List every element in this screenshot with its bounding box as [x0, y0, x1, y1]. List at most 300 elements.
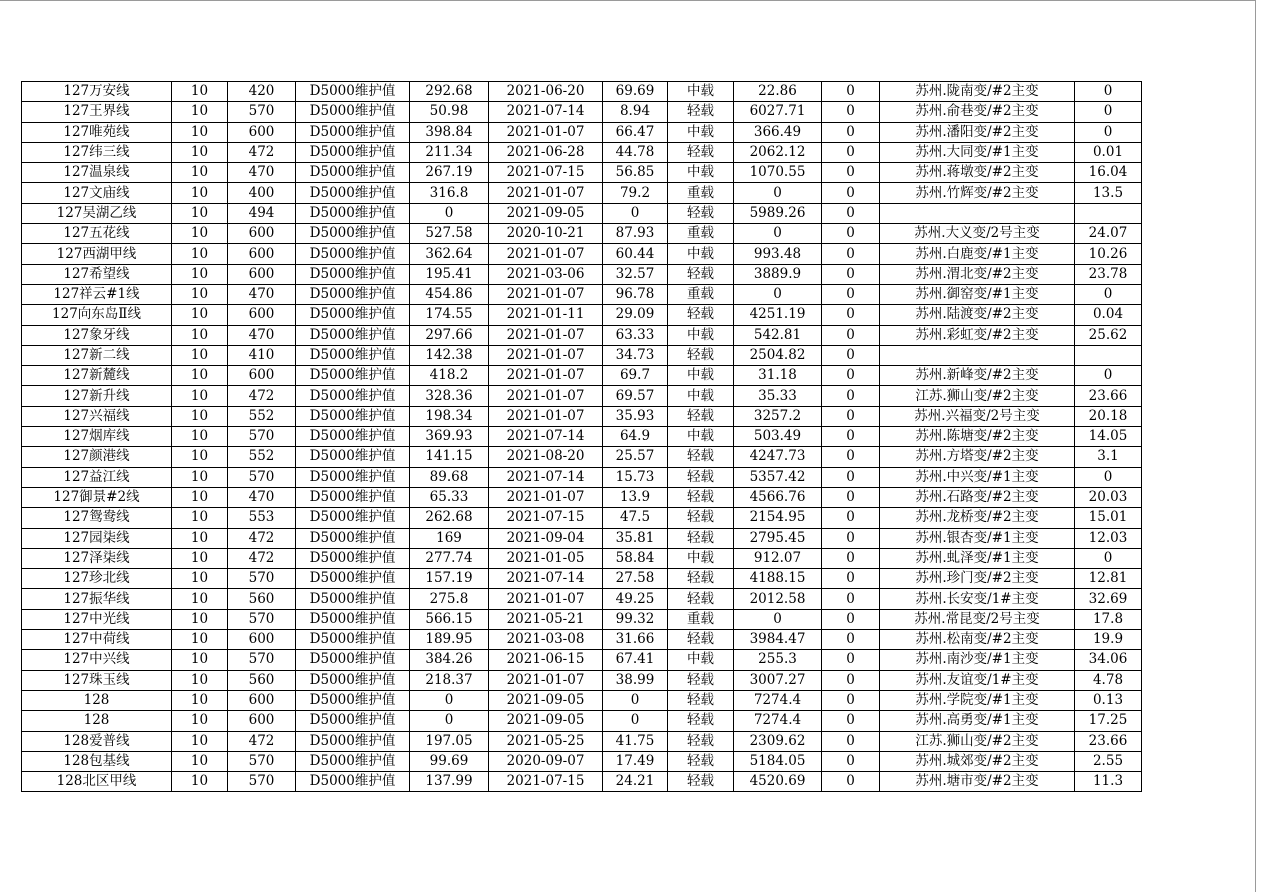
- line-name-cell: 128包基线: [22, 751, 172, 771]
- date-cell: 2021-01-07: [489, 244, 603, 264]
- load-rate-cell: 60.44: [603, 244, 668, 264]
- transformer-cell: 苏州.兴福变/2号主变: [880, 406, 1075, 426]
- date-cell: 2021-09-05: [489, 690, 603, 710]
- table-row: [22, 609, 1142, 629]
- load-status-cell: 轻载: [668, 589, 734, 609]
- overload-count-cell: 0: [822, 305, 880, 325]
- source-cell: D5000维护值: [296, 122, 410, 142]
- load-rate-cell: 63.33: [603, 325, 668, 345]
- transformer-cell: 江苏.狮山变/#2主变: [880, 731, 1075, 751]
- voltage-cell: 10: [172, 305, 228, 325]
- margin-cell: 4251.19: [734, 305, 822, 325]
- source-cell: D5000维护值: [296, 630, 410, 650]
- transformer-rate-cell: 0: [1075, 548, 1142, 568]
- load-rate-cell: 69.7: [603, 366, 668, 386]
- margin-cell: 912.07: [734, 548, 822, 568]
- overload-count-cell: 0: [822, 751, 880, 771]
- transformer-cell: 苏州.学院变/#1主变: [880, 690, 1075, 710]
- max-current-cell: 454.86: [410, 284, 489, 304]
- voltage-cell: 10: [172, 203, 228, 223]
- rated-current-cell: 470: [228, 487, 296, 507]
- overload-count-cell: 0: [822, 82, 880, 102]
- max-current-cell: 275.8: [410, 589, 489, 609]
- load-status-cell: 重载: [668, 284, 734, 304]
- load-rate-cell: 27.58: [603, 569, 668, 589]
- transformer-cell: 苏州.常昆变/2号主变: [880, 609, 1075, 629]
- date-cell: 2021-07-14: [489, 467, 603, 487]
- transformer-cell: 苏州.陇南变/#2主变: [880, 82, 1075, 102]
- table-row: [22, 163, 1142, 183]
- voltage-cell: 10: [172, 264, 228, 284]
- table-row: [22, 772, 1142, 792]
- rated-current-cell: 470: [228, 284, 296, 304]
- line-name-cell: 127园柒线: [22, 528, 172, 548]
- voltage-cell: 10: [172, 183, 228, 203]
- transformer-rate-cell: 32.69: [1075, 589, 1142, 609]
- load-status-cell: 重载: [668, 224, 734, 244]
- load-status-cell: 轻载: [668, 447, 734, 467]
- rated-current-cell: 570: [228, 609, 296, 629]
- margin-cell: 0: [734, 183, 822, 203]
- transformer-cell: 苏州.石路变/#2主变: [880, 487, 1075, 507]
- date-cell: 2021-01-07: [489, 345, 603, 365]
- margin-cell: 5357.42: [734, 467, 822, 487]
- margin-cell: 31.18: [734, 366, 822, 386]
- load-rate-cell: 35.93: [603, 406, 668, 426]
- max-current-cell: 157.19: [410, 569, 489, 589]
- transformer-rate-cell: 17.8: [1075, 609, 1142, 629]
- margin-cell: 7274.4: [734, 711, 822, 731]
- voltage-cell: 10: [172, 508, 228, 528]
- margin-cell: 2504.82: [734, 345, 822, 365]
- margin-cell: 255.3: [734, 650, 822, 670]
- transformer-cell: 苏州.方塔变/#2主变: [880, 447, 1075, 467]
- load-rate-cell: 8.94: [603, 102, 668, 122]
- source-cell: D5000维护值: [296, 731, 410, 751]
- table-row: [22, 142, 1142, 162]
- transformer-cell: 苏州.俞巷变/#2主变: [880, 102, 1075, 122]
- voltage-cell: 10: [172, 325, 228, 345]
- rated-current-cell: 600: [228, 264, 296, 284]
- transformer-cell: 苏州.蒋墩变/#2主变: [880, 163, 1075, 183]
- load-rate-cell: 64.9: [603, 427, 668, 447]
- rated-current-cell: 410: [228, 345, 296, 365]
- max-current-cell: 0: [410, 711, 489, 731]
- load-status-cell: 轻载: [668, 406, 734, 426]
- load-status-cell: 中载: [668, 82, 734, 102]
- source-cell: D5000维护值: [296, 751, 410, 771]
- table-row: [22, 508, 1142, 528]
- max-current-cell: 418.2: [410, 366, 489, 386]
- rated-current-cell: 570: [228, 751, 296, 771]
- load-status-cell: 轻载: [668, 528, 734, 548]
- transformer-rate-cell: 0: [1075, 366, 1142, 386]
- date-cell: 2021-06-20: [489, 82, 603, 102]
- transformer-rate-cell: 23.78: [1075, 264, 1142, 284]
- source-cell: D5000维护值: [296, 82, 410, 102]
- line-name-cell: 127烟库线: [22, 427, 172, 447]
- date-cell: 2021-01-07: [489, 670, 603, 690]
- margin-cell: 22.86: [734, 82, 822, 102]
- overload-count-cell: 0: [822, 508, 880, 528]
- voltage-cell: 10: [172, 82, 228, 102]
- line-name-cell: 127温泉线: [22, 163, 172, 183]
- transformer-cell: 江苏.狮山变/#2主变: [880, 386, 1075, 406]
- transformer-cell: 苏州.竹辉变/#2主变: [880, 183, 1075, 203]
- source-cell: D5000维护值: [296, 183, 410, 203]
- overload-count-cell: 0: [822, 650, 880, 670]
- voltage-cell: 10: [172, 670, 228, 690]
- margin-cell: 4566.76: [734, 487, 822, 507]
- source-cell: D5000维护值: [296, 163, 410, 183]
- transformer-cell: 苏州.龙桥变/#2主变: [880, 508, 1075, 528]
- voltage-cell: 10: [172, 690, 228, 710]
- table-row: [22, 386, 1142, 406]
- transformer-rate-cell: 13.5: [1075, 183, 1142, 203]
- load-rate-cell: 66.47: [603, 122, 668, 142]
- load-status-cell: 轻载: [668, 508, 734, 528]
- date-cell: 2021-07-15: [489, 508, 603, 528]
- load-status-cell: 中载: [668, 427, 734, 447]
- load-rate-cell: 87.93: [603, 224, 668, 244]
- table-row: [22, 467, 1142, 487]
- load-rate-cell: 34.73: [603, 345, 668, 365]
- overload-count-cell: 0: [822, 427, 880, 447]
- source-cell: D5000维护值: [296, 650, 410, 670]
- date-cell: 2021-08-20: [489, 447, 603, 467]
- date-cell: 2021-01-05: [489, 548, 603, 568]
- overload-count-cell: 0: [822, 630, 880, 650]
- margin-cell: 3257.2: [734, 406, 822, 426]
- table-row: [22, 305, 1142, 325]
- table-row: [22, 82, 1142, 102]
- table-row: [22, 203, 1142, 223]
- source-cell: D5000维护值: [296, 406, 410, 426]
- transformer-cell: 苏州.高勇变/#1主变: [880, 711, 1075, 731]
- rated-current-cell: 570: [228, 102, 296, 122]
- max-current-cell: 566.15: [410, 609, 489, 629]
- load-rate-cell: 79.2: [603, 183, 668, 203]
- load-status-cell: 轻载: [668, 711, 734, 731]
- rated-current-cell: 553: [228, 508, 296, 528]
- source-cell: D5000维护值: [296, 102, 410, 122]
- margin-cell: 7274.4: [734, 690, 822, 710]
- transformer-rate-cell: 0.13: [1075, 690, 1142, 710]
- line-name-cell: 128: [22, 711, 172, 731]
- date-cell: 2021-03-06: [489, 264, 603, 284]
- date-cell: 2021-01-07: [489, 366, 603, 386]
- transformer-cell: 苏州.珍门变/#2主变: [880, 569, 1075, 589]
- max-current-cell: 262.68: [410, 508, 489, 528]
- overload-count-cell: 0: [822, 203, 880, 223]
- overload-count-cell: 0: [822, 690, 880, 710]
- table-row: [22, 690, 1142, 710]
- transformer-cell: 苏州.白鹿变/#1主变: [880, 244, 1075, 264]
- overload-count-cell: 0: [822, 528, 880, 548]
- line-name-cell: 127珍北线: [22, 569, 172, 589]
- line-name-cell: 127万安线: [22, 82, 172, 102]
- line-name-cell: 127王界线: [22, 102, 172, 122]
- load-rate-cell: 58.84: [603, 548, 668, 568]
- transformer-rate-cell: 0: [1075, 467, 1142, 487]
- load-status-cell: 重载: [668, 609, 734, 629]
- table-row: [22, 183, 1142, 203]
- overload-count-cell: 0: [822, 548, 880, 568]
- date-cell: 2021-01-07: [489, 325, 603, 345]
- max-current-cell: 141.15: [410, 447, 489, 467]
- source-cell: D5000维护值: [296, 467, 410, 487]
- date-cell: 2021-06-28: [489, 142, 603, 162]
- line-name-cell: 127御景#2线: [22, 487, 172, 507]
- max-current-cell: 292.68: [410, 82, 489, 102]
- transformer-rate-cell: 34.06: [1075, 650, 1142, 670]
- line-name-cell: 127希望线: [22, 264, 172, 284]
- rated-current-cell: 600: [228, 366, 296, 386]
- transformer-rate-cell: 12.03: [1075, 528, 1142, 548]
- date-cell: 2021-01-07: [489, 122, 603, 142]
- date-cell: 2021-07-14: [489, 569, 603, 589]
- load-status-cell: 中载: [668, 163, 734, 183]
- load-status-cell: 中载: [668, 122, 734, 142]
- line-name-cell: 127吴湖乙线: [22, 203, 172, 223]
- overload-count-cell: 0: [822, 264, 880, 284]
- table-row: [22, 447, 1142, 467]
- line-name-cell: 127新麓线: [22, 366, 172, 386]
- load-rate-cell: 38.99: [603, 670, 668, 690]
- load-rate-cell: 69.57: [603, 386, 668, 406]
- rated-current-cell: 600: [228, 630, 296, 650]
- load-status-cell: 中载: [668, 244, 734, 264]
- load-rate-cell: 44.78: [603, 142, 668, 162]
- source-cell: D5000维护值: [296, 772, 410, 792]
- line-name-cell: 127兴福线: [22, 406, 172, 426]
- load-status-cell: 中载: [668, 548, 734, 568]
- table-row: [22, 244, 1142, 264]
- max-current-cell: 189.95: [410, 630, 489, 650]
- source-cell: D5000维护值: [296, 224, 410, 244]
- load-status-cell: 轻载: [668, 569, 734, 589]
- margin-cell: 2062.12: [734, 142, 822, 162]
- table-row: [22, 325, 1142, 345]
- source-cell: D5000维护值: [296, 528, 410, 548]
- source-cell: D5000维护值: [296, 487, 410, 507]
- date-cell: 2020-09-07: [489, 751, 603, 771]
- voltage-cell: 10: [172, 142, 228, 162]
- table-row: [22, 589, 1142, 609]
- transformer-cell: 苏州.大同变/#1主变: [880, 142, 1075, 162]
- date-cell: 2021-01-11: [489, 305, 603, 325]
- max-current-cell: 384.26: [410, 650, 489, 670]
- margin-cell: 2795.45: [734, 528, 822, 548]
- transformer-rate-cell: 4.78: [1075, 670, 1142, 690]
- overload-count-cell: 0: [822, 487, 880, 507]
- transformer-cell: 苏州.长安变/1#主变: [880, 589, 1075, 609]
- line-name-cell: 127新二线: [22, 345, 172, 365]
- voltage-cell: 10: [172, 122, 228, 142]
- transformer-rate-cell: 12.81: [1075, 569, 1142, 589]
- load-status-cell: 中载: [668, 366, 734, 386]
- load-status-cell: 轻载: [668, 772, 734, 792]
- rated-current-cell: 600: [228, 711, 296, 731]
- margin-cell: 0: [734, 224, 822, 244]
- voltage-cell: 10: [172, 467, 228, 487]
- transformer-cell: 苏州.陈塘变/#2主变: [880, 427, 1075, 447]
- transformer-rate-cell: 14.05: [1075, 427, 1142, 447]
- source-cell: D5000维护值: [296, 508, 410, 528]
- line-name-cell: 127向东岛Ⅱ线: [22, 305, 172, 325]
- source-cell: D5000维护值: [296, 203, 410, 223]
- table-row: [22, 670, 1142, 690]
- line-load-table: [21, 81, 1142, 792]
- source-cell: D5000维护值: [296, 690, 410, 710]
- table-row: [22, 731, 1142, 751]
- load-rate-cell: 0: [603, 203, 668, 223]
- load-rate-cell: 67.41: [603, 650, 668, 670]
- max-current-cell: 0: [410, 203, 489, 223]
- date-cell: 2021-07-15: [489, 163, 603, 183]
- source-cell: D5000维护值: [296, 142, 410, 162]
- transformer-rate-cell: 25.62: [1075, 325, 1142, 345]
- line-name-cell: 127纬三线: [22, 142, 172, 162]
- voltage-cell: 10: [172, 711, 228, 731]
- load-rate-cell: 96.78: [603, 284, 668, 304]
- overload-count-cell: 0: [822, 244, 880, 264]
- transformer-rate-cell: 0: [1075, 122, 1142, 142]
- table-row: [22, 528, 1142, 548]
- load-rate-cell: 32.57: [603, 264, 668, 284]
- rated-current-cell: 570: [228, 427, 296, 447]
- max-current-cell: 267.19: [410, 163, 489, 183]
- rated-current-cell: 470: [228, 325, 296, 345]
- source-cell: D5000维护值: [296, 386, 410, 406]
- load-rate-cell: 49.25: [603, 589, 668, 609]
- line-name-cell: 128爱普线: [22, 731, 172, 751]
- max-current-cell: 50.98: [410, 102, 489, 122]
- transformer-rate-cell: 0.01: [1075, 142, 1142, 162]
- margin-cell: 366.49: [734, 122, 822, 142]
- overload-count-cell: 0: [822, 589, 880, 609]
- transformer-rate-cell: 19.9: [1075, 630, 1142, 650]
- rated-current-cell: 494: [228, 203, 296, 223]
- transformer-rate-cell: 0: [1075, 82, 1142, 102]
- load-status-cell: 轻载: [668, 690, 734, 710]
- line-name-cell: 127颜港线: [22, 447, 172, 467]
- voltage-cell: 10: [172, 447, 228, 467]
- transformer-cell: 苏州.渭北变/#2主变: [880, 264, 1075, 284]
- voltage-cell: 10: [172, 609, 228, 629]
- margin-cell: 4520.69: [734, 772, 822, 792]
- date-cell: 2021-09-05: [489, 711, 603, 731]
- line-name-cell: 127新升线: [22, 386, 172, 406]
- voltage-cell: 10: [172, 102, 228, 122]
- table-row: [22, 345, 1142, 365]
- max-current-cell: 99.69: [410, 751, 489, 771]
- table-row: [22, 711, 1142, 731]
- load-status-cell: 轻载: [668, 305, 734, 325]
- source-cell: D5000维护值: [296, 711, 410, 731]
- load-rate-cell: 0: [603, 711, 668, 731]
- rated-current-cell: 600: [228, 305, 296, 325]
- transformer-cell: 苏州.潘阳变/#2主变: [880, 122, 1075, 142]
- source-cell: D5000维护值: [296, 325, 410, 345]
- overload-count-cell: 0: [822, 102, 880, 122]
- table-row: [22, 427, 1142, 447]
- transformer-rate-cell: [1075, 345, 1142, 365]
- source-cell: D5000维护值: [296, 447, 410, 467]
- voltage-cell: 10: [172, 569, 228, 589]
- transformer-rate-cell: 16.04: [1075, 163, 1142, 183]
- date-cell: 2021-01-07: [489, 284, 603, 304]
- transformer-rate-cell: 17.25: [1075, 711, 1142, 731]
- line-name-cell: 127益江线: [22, 467, 172, 487]
- load-rate-cell: 35.81: [603, 528, 668, 548]
- rated-current-cell: 570: [228, 467, 296, 487]
- load-rate-cell: 13.9: [603, 487, 668, 507]
- rated-current-cell: 600: [228, 244, 296, 264]
- voltage-cell: 10: [172, 731, 228, 751]
- rated-current-cell: 472: [228, 142, 296, 162]
- voltage-cell: 10: [172, 751, 228, 771]
- max-current-cell: 195.41: [410, 264, 489, 284]
- date-cell: 2021-05-21: [489, 609, 603, 629]
- max-current-cell: 362.64: [410, 244, 489, 264]
- margin-cell: 0: [734, 284, 822, 304]
- transformer-rate-cell: 20.03: [1075, 487, 1142, 507]
- load-status-cell: 轻载: [668, 142, 734, 162]
- table-body: [22, 82, 1142, 792]
- transformer-rate-cell: [1075, 203, 1142, 223]
- load-status-cell: 中载: [668, 325, 734, 345]
- rated-current-cell: 472: [228, 548, 296, 568]
- load-rate-cell: 56.85: [603, 163, 668, 183]
- transformer-rate-cell: 2.55: [1075, 751, 1142, 771]
- source-cell: D5000维护值: [296, 305, 410, 325]
- overload-count-cell: 0: [822, 163, 880, 183]
- voltage-cell: 10: [172, 487, 228, 507]
- transformer-cell: 苏州.友谊变/1#主变: [880, 670, 1075, 690]
- load-rate-cell: 0: [603, 690, 668, 710]
- transformer-rate-cell: 0.04: [1075, 305, 1142, 325]
- load-status-cell: 轻载: [668, 487, 734, 507]
- date-cell: 2021-01-07: [489, 406, 603, 426]
- max-current-cell: 142.38: [410, 345, 489, 365]
- margin-cell: 2309.62: [734, 731, 822, 751]
- transformer-cell: 苏州.彩虹变/#2主变: [880, 325, 1075, 345]
- load-rate-cell: 15.73: [603, 467, 668, 487]
- voltage-cell: 10: [172, 244, 228, 264]
- max-current-cell: 89.68: [410, 467, 489, 487]
- max-current-cell: 277.74: [410, 548, 489, 568]
- rated-current-cell: 600: [228, 224, 296, 244]
- source-cell: D5000维护值: [296, 569, 410, 589]
- margin-cell: 3007.27: [734, 670, 822, 690]
- voltage-cell: 10: [172, 650, 228, 670]
- table-row: [22, 548, 1142, 568]
- voltage-cell: 10: [172, 630, 228, 650]
- voltage-cell: 10: [172, 528, 228, 548]
- transformer-cell: 苏州.新峰变/#2主变: [880, 366, 1075, 386]
- margin-cell: 2012.58: [734, 589, 822, 609]
- rated-current-cell: 472: [228, 731, 296, 751]
- line-name-cell: 127鸳鸯线: [22, 508, 172, 528]
- table-row: [22, 406, 1142, 426]
- max-current-cell: 527.58: [410, 224, 489, 244]
- transformer-cell: 苏州.松南变/#2主变: [880, 630, 1075, 650]
- line-name-cell: 127振华线: [22, 589, 172, 609]
- date-cell: 2021-07-14: [489, 102, 603, 122]
- load-status-cell: 中载: [668, 386, 734, 406]
- line-name-cell: 127中荷线: [22, 630, 172, 650]
